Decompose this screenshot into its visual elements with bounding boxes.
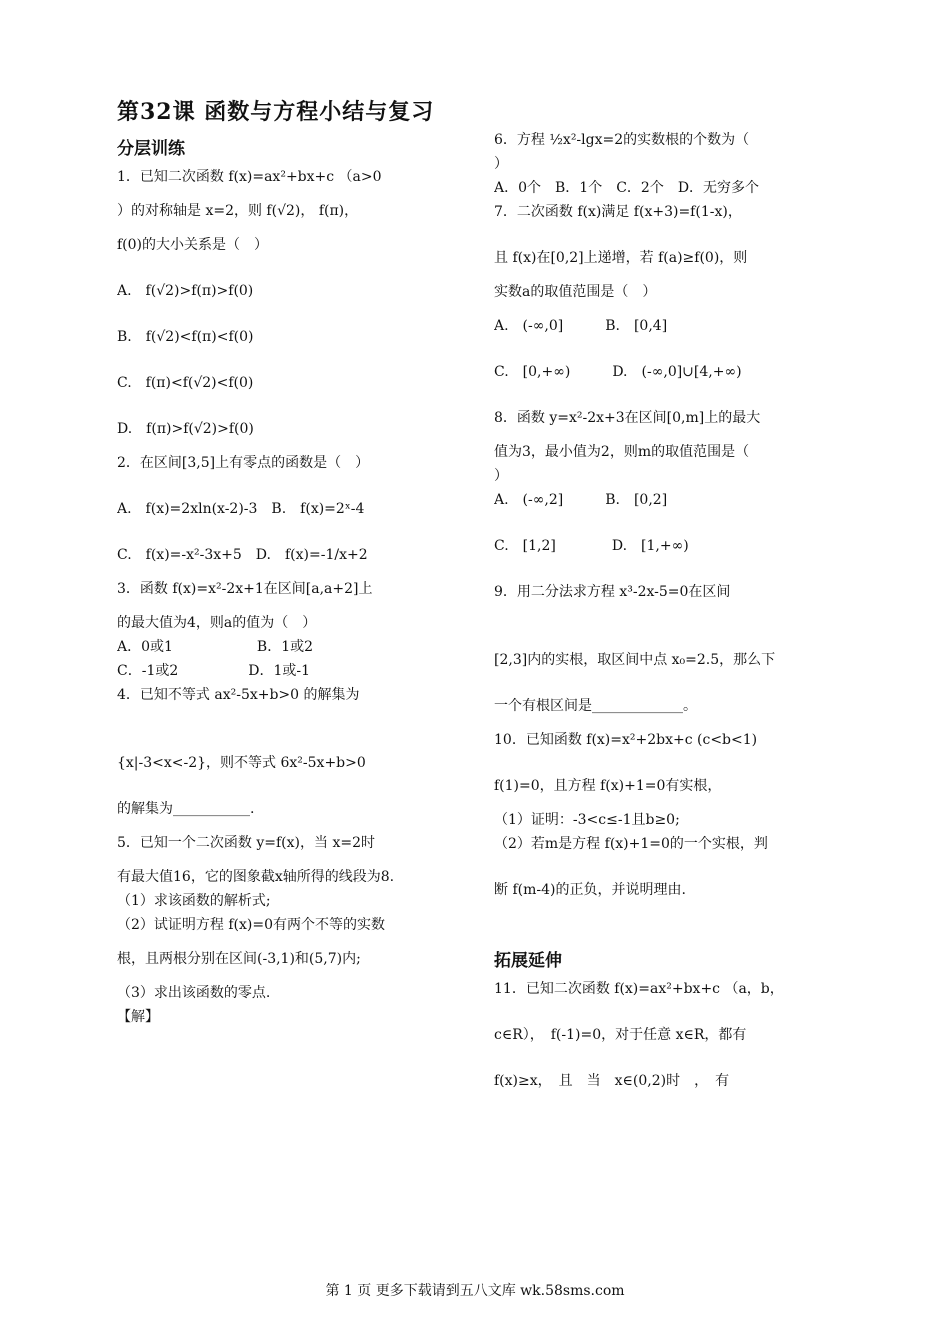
q5-part-2: （2）试证明方程 f(x)=0有两个不等的实数 (117, 917, 385, 933)
q6-line-2: ） (494, 156, 508, 172)
q4-line-1: 4．已知不等式 ax²-5x+b>0 的解集为 (117, 687, 360, 703)
q5-part-3: （3）求出该函数的零点. (117, 985, 271, 1001)
q7-line-1: 7．二次函数 f(x)满足 f(x+3)=f(1-x)， (494, 204, 742, 220)
q3-line-1: 3．函数 f(x)=x²-2x+1在区间[a,a+2]上 (117, 581, 373, 597)
q10-part-2-cont: 断 f(m-4)的正负，并说明理由. (494, 882, 686, 898)
q6-line-1: 6．方程 ½x²-lgx=2的实数根的个数为（ (494, 132, 750, 148)
q11-line-2: c∈R）， f(-1)=0，对于任意 x∈R，都有 (494, 1027, 747, 1043)
q11-line-1: 11．已知二次函数 f(x)=ax²+bx+c （a，b， (494, 981, 784, 997)
q5-line-2: 有最大值16，它的图象截x轴所得的线段为8. (117, 869, 395, 885)
q4-line-2: {x|-3<x<-2}，则不等式 6x²-5x+b>0 (117, 755, 366, 771)
q5-line-1: 5．已知一个二次函数 y=f(x)，当 x=2时 (117, 835, 375, 851)
q8-options-ab: A. (-∞,2] B. [0,2] (494, 492, 668, 508)
q3-options-ab: A．0或1 B．1或2 (117, 639, 314, 655)
q5-part-1: （1）求该函数的解析式; (117, 893, 271, 909)
q9-line-1: 9．用二分法求方程 x³-2x-5=0在区间 (494, 584, 731, 600)
q1-option-c: C. f(π)<f(√2)<f(0) (117, 375, 254, 391)
q1-line-3: f(0)的大小关系是（ ） (117, 237, 269, 253)
q3-options-cd: C．-1或2 D．1或-1 (117, 663, 311, 679)
right-column (494, 128, 839, 1093)
q1-option-b: B. f(√2)<f(π)<f(0) (117, 329, 254, 345)
q1-line-1: 1．已知二次函数 f(x)=ax²+bx+c （a>0 (117, 169, 382, 185)
q7-options-cd: C. [0,+∞) D. (-∞,0]∪[4,+∞) (494, 364, 742, 380)
q7-line-3: 实数a的取值范围是（ ） (494, 284, 657, 300)
q8-line-2: 值为3，最小值为2，则m的取值范围是（ (494, 444, 750, 460)
q3-line-2: 的最大值为4，则a的值为（ ） (117, 615, 317, 631)
q2-options-cd: C. f(x)=-x²-3x+5 D. f(x)=-1/x+2 (117, 547, 368, 563)
q8-line-3: ） (494, 468, 508, 484)
q6-options: A．0个 B．1个 C．2个 D．无穷多个 (494, 180, 760, 196)
q10-line-2: f(1)=0，且方程 f(x)+1=0有实根， (494, 778, 722, 794)
q8-line-1: 8．函数 y=x²-2x+3在区间[0,m]上的最大 (494, 410, 761, 426)
q9-line-3: 一个有根区间是_____________。 (494, 698, 697, 714)
q1-line-2: ）的对称轴是 x=2，则 f(√2)， f(π)， (117, 203, 359, 219)
q1-option-a: A. f(√2)>f(π)>f(0) (117, 283, 254, 299)
q4-line-3: 的解集为___________. (117, 801, 255, 817)
page-footer: 第 1 页 更多下载请到五八文库 wk.58sms.com (325, 1283, 625, 1299)
q7-line-2: 且 f(x)在[0,2]上递增，若 f(a)≥f(0)，则 (494, 250, 748, 266)
q2-stem: 2．在区间[3,5]上有零点的函数是（ ） (117, 455, 370, 471)
q9-line-2: [2,3]内的实根，取区间中点 x₀=2.5，那么下 (494, 652, 776, 668)
q1-option-d: D. f(π)>f(√2)>f(0) (117, 421, 254, 437)
solution-label: 【解】 (117, 1009, 159, 1025)
page-title: 第32课 函数与方程小结与复习 (117, 99, 435, 125)
q5-part-2-cont: 根，且两根分别在区间(-3,1)和(5,7)内; (117, 951, 361, 967)
q10-part-1: （1）证明：-3<c≤-1且b≥0; (494, 812, 680, 828)
q10-part-2: （2）若m是方程 f(x)+1=0的一个实根，判 (494, 836, 768, 852)
q10-line-1: 10．已知函数 f(x)=x²+2bx+c (c<b<1) (494, 732, 758, 748)
section-heading-extend: 拓展延伸 (494, 951, 562, 971)
q7-options-ab: A. (-∞,0] B. [0,4] (494, 318, 668, 334)
left-column (117, 95, 467, 1029)
q8-options-cd: C. [1,2] D. [1,+∞) (494, 538, 689, 554)
q2-options-ab: A. f(x)=2xln(x-2)-3 B. f(x)=2ˣ-4 (117, 501, 365, 517)
section-heading-layered: 分层训练 (117, 139, 185, 159)
q11-line-3: f(x)≥x， 且 当 x∈(0,2)时 ， 有 (494, 1073, 730, 1089)
